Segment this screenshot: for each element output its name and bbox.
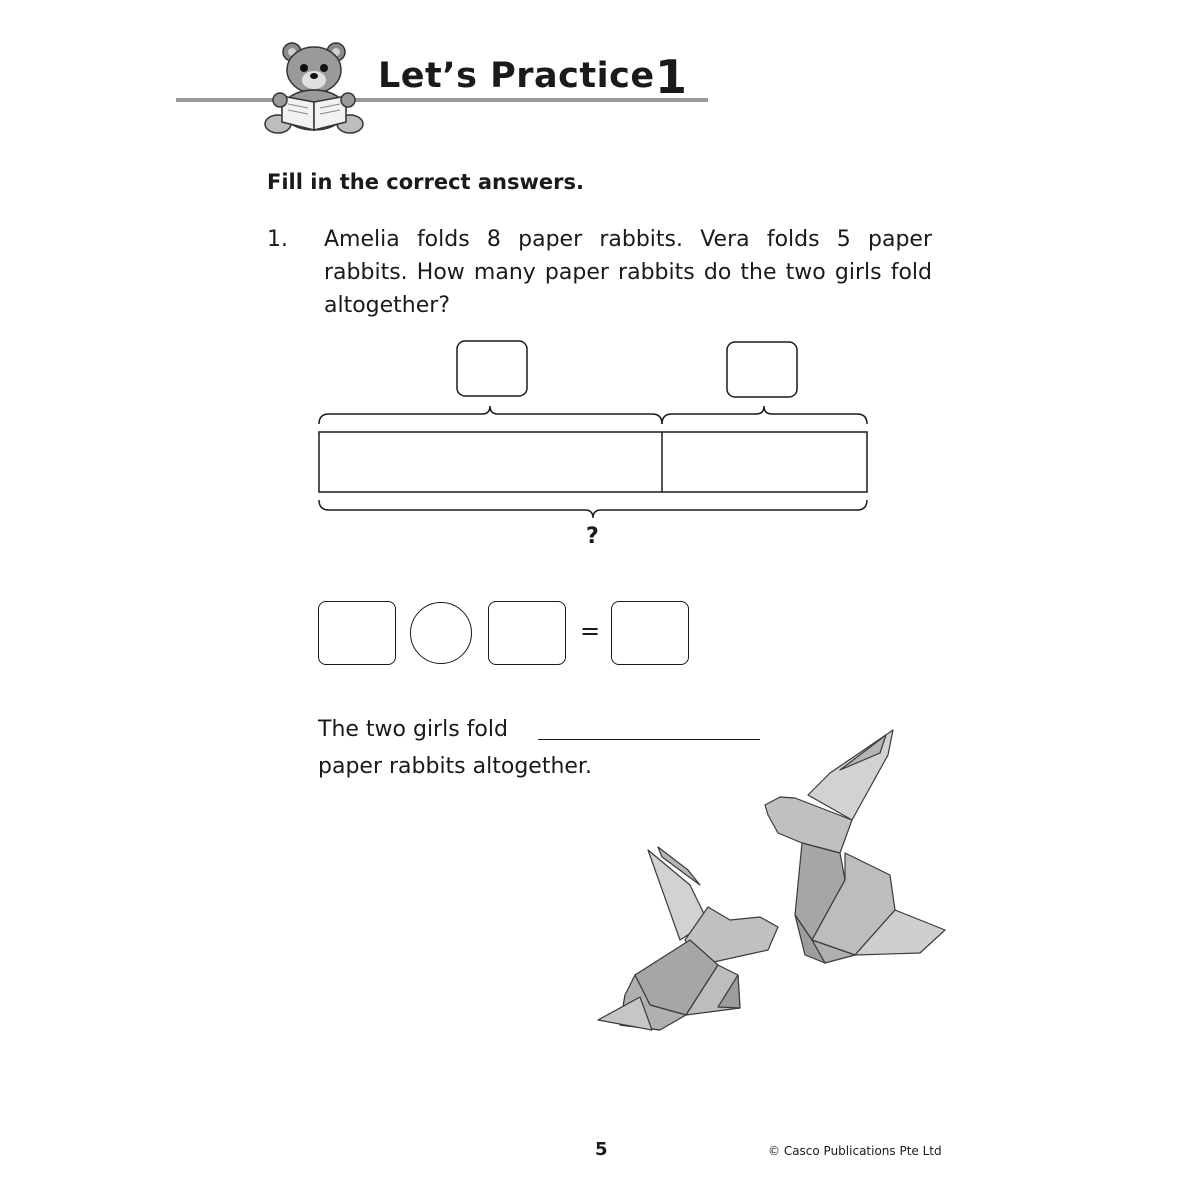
origami-rabbit-right <box>765 730 945 963</box>
operator-circle[interactable] <box>410 602 472 664</box>
origami-rabbit-left <box>598 847 778 1030</box>
header-rule <box>176 98 708 102</box>
top-brace-left <box>319 406 662 424</box>
top-brace-right <box>662 406 867 424</box>
question-number: 1. <box>267 227 288 252</box>
equation-box-2[interactable] <box>488 601 566 665</box>
instruction: Fill in the correct answers. <box>267 170 584 194</box>
question-text: Amelia folds 8 paper rabbits. Vera folds 5 paper rabbits. How many paper rabbits do the two girls fold altogether? <box>324 227 932 318</box>
equation-box-1[interactable] <box>318 601 396 665</box>
page-number: 5 <box>595 1139 608 1160</box>
bear-reading-icon <box>262 38 368 136</box>
equation-result-box[interactable] <box>611 601 689 665</box>
part-1-answer-box[interactable] <box>457 341 527 396</box>
bottom-brace <box>319 500 867 518</box>
question-mark: ? <box>586 524 599 549</box>
part-2-answer-box[interactable] <box>727 342 797 397</box>
bar-model <box>319 432 867 492</box>
page-title: Let’s Practice <box>378 56 655 96</box>
exercise-number: 1 <box>655 50 688 104</box>
copyright-notice: © Casco Publications Pte Ltd <box>768 1144 942 1158</box>
answer-sentence-end: paper rabbits altogether. <box>318 754 592 779</box>
equals-sign: = <box>580 617 601 645</box>
origami-rabbits-illustration <box>590 725 960 1035</box>
answer-sentence-start: The two girls fold <box>318 717 508 742</box>
